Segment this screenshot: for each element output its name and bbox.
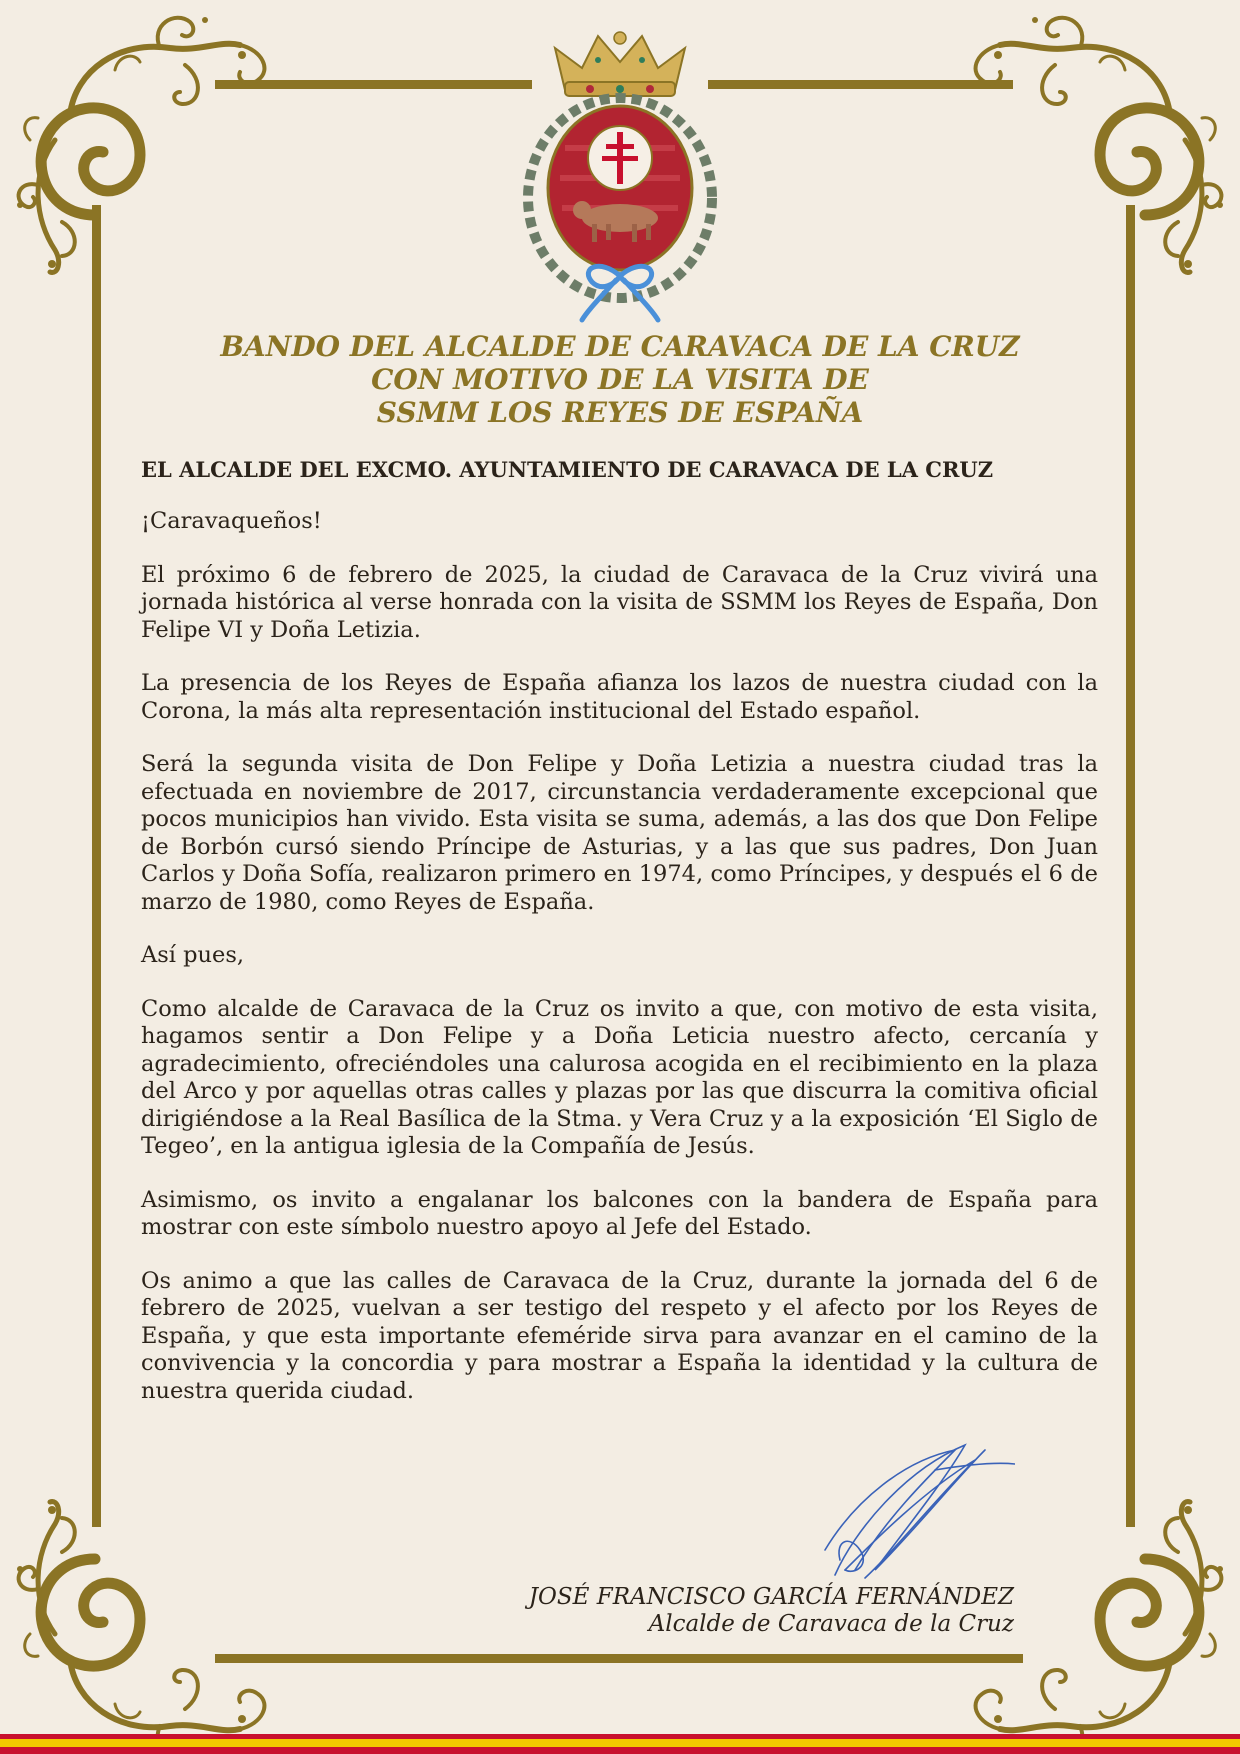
coat-of-arms-caravaca <box>520 18 720 328</box>
issuer-heading: EL ALCALDE DEL EXCMO. AYUNTAMIENTO DE CARAVACA DE LA CRUZ <box>141 457 994 482</box>
signer-block <box>529 1584 1014 1638</box>
signer-role: Alcalde de Caravaca de la Cruz <box>648 1611 1014 1637</box>
signer-name: JOSÉ FRANCISCO GARCÍA FERNÁNDEZ <box>528 1584 1014 1610</box>
crown-icon <box>555 32 685 96</box>
red-stripe-bottom <box>0 1747 1240 1754</box>
paragraph-5: Como alcalde de Caravaca de la Cruz os invito a que, con motivo de esta visita, hagamos sentir a Don Felipe y a Doña Leticia nuestro afecto, cercanía y agradecimiento, ofreciéndoles una calurosa acogida en el recibimiento en la plaza del Arco y por aquellas otras calles y plazas por las que discurra la comitiva oficial dirigiéndose a la Real Basílica de la Stma. y Vera Cruz y a la exposición ‘El Siglo de Tegeo’, en la antigua iglesia de la Compañía de Jesús. <box>141 995 1098 1159</box>
proclamation-body <box>141 456 1098 1431</box>
paragraph-4: Así pues, <box>141 942 245 968</box>
paragraph-3: Será la segunda visita de Don Felipe y Doña Letizia a nuestra ciudad tras la efectuada en noviembre de 2017, circunstancia verdaderamente excepcional que pocos municipios han vivido. Esta visita se suma, además, a las dos que Don Felipe de Borbón cursó siendo Príncipe de Asturias, y a las que sus padres, Don Juan Carlos y Doña Sofía, realizaron primero en 1974, como Príncipes, y después el 6 de marzo de 1980, como Reyes de España. <box>141 751 1098 915</box>
spanish-flag-stripes <box>0 1734 1240 1754</box>
paragraph-7: Os animo a que las calles de Caravaca de la Cruz, durante la jornada del 6 de febrero de 2025, vuelvan a ser testigo del respeto y el afecto por los Reyes de España, y que esta importante efeméride sirva para avanzar en el camino de la convivencia y la concordia y para mostrar a España la identidad y la cultura de nuestra querida ciudad. <box>141 1267 1098 1404</box>
title-line-2: CON MOTIVO DE LA VISITA DE <box>371 363 869 396</box>
handwritten-signature <box>815 1440 1015 1580</box>
title-line-3: SSMM LOS REYES DE ESPAÑA <box>376 396 864 429</box>
paragraph-6: Asimismo, os invito a engalanar los balcones con la bandera de España para mostrar con este símbolo nuestro apoyo al Jefe del Estado. <box>141 1186 1098 1240</box>
title-line-1: BANDO DEL ALCALDE DE CARAVACA DE LA CRUZ <box>220 330 1020 363</box>
proclamation-title <box>140 330 1100 429</box>
paragraph-1: El próximo 6 de febrero de 2025, la ciudad de Caravaca de la Cruz vivirá una jornada histórica al verse honrada con la visita de SSMM los Reyes de España, Don Felipe VI y Doña Letizia. <box>141 561 1098 643</box>
paragraph-2: La presencia de los Reyes de España afianza los lazos de nuestra ciudad con la Corona, la más alta representación institucional del Estado español. <box>141 670 1098 724</box>
greeting: ¡Caravaqueños! <box>141 508 322 534</box>
yellow-stripe <box>0 1739 1240 1747</box>
